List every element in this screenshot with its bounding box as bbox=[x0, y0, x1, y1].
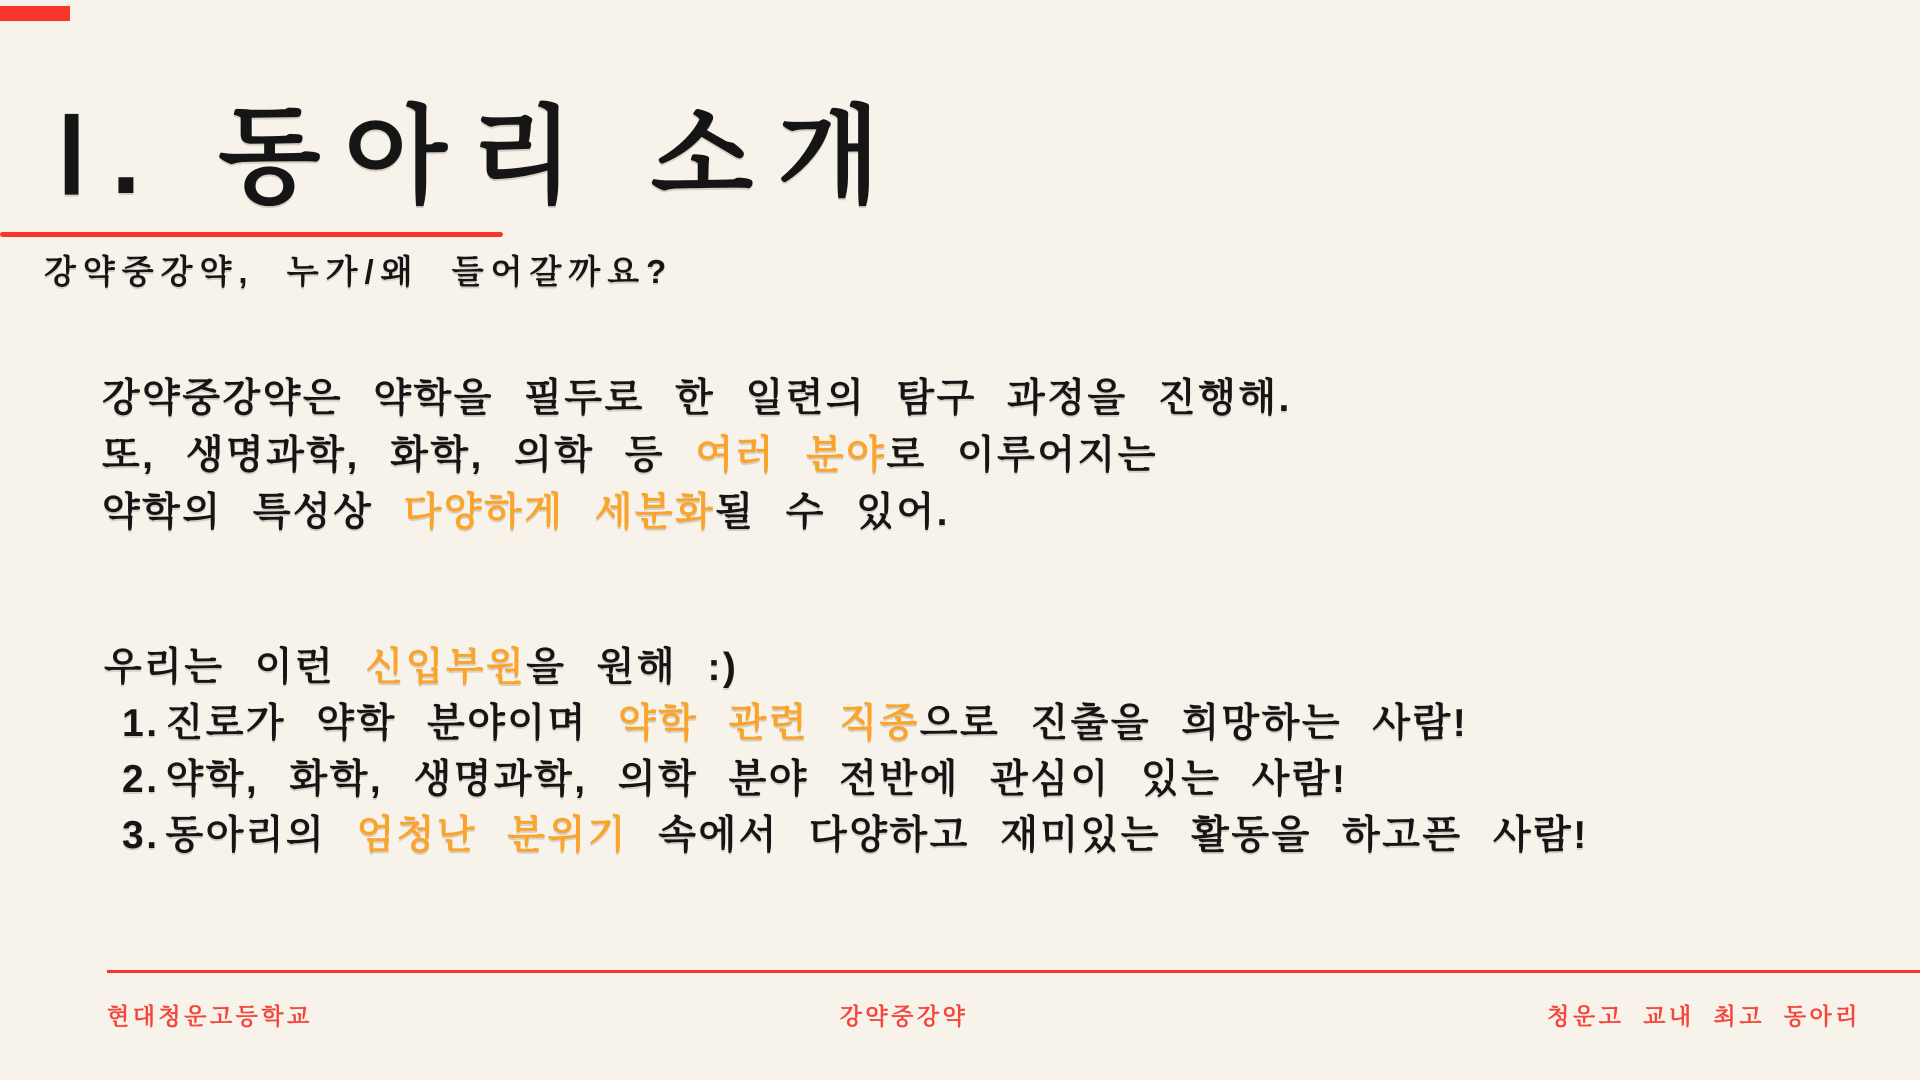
intro-paragraph bbox=[102, 370, 1292, 541]
subtitle: 강약중강약, 누가/왜 들어갈까요? bbox=[44, 253, 674, 290]
paragraph-line-1: 강약중강약은 약학을 필두로 한 일련의 탐구 과정을 진행해. bbox=[102, 377, 1292, 420]
footer-tagline: 청운고 교내 최고 동아리 bbox=[1547, 1003, 1861, 1029]
list-number: 1. bbox=[122, 702, 160, 745]
corner-accent-bar bbox=[0, 6, 70, 21]
highlight-pharmacy-jobs: 약학 관련 직종 bbox=[618, 702, 920, 745]
list-number: 3. bbox=[122, 814, 160, 857]
highlight-various-fields: 여러 분야 bbox=[695, 434, 887, 477]
footer bbox=[0, 998, 1920, 1029]
highlight-great-vibe: 엄청난 분위기 bbox=[356, 814, 628, 857]
highlight-new-members: 신입부원 bbox=[365, 646, 527, 689]
list-item: 1. 진로가 약학 분야이며 약학 관련 직종으로 진출을 희망하는 사람! bbox=[122, 702, 1469, 745]
list-number: 2. bbox=[122, 758, 160, 801]
page-title: Ⅰ. 동아리 소개 bbox=[56, 98, 904, 216]
paragraph-line-3: 약학의 특성상 다양하게 세분화될 수 있어. bbox=[102, 491, 950, 534]
footer-divider-line bbox=[107, 970, 1920, 973]
recruit-wishlist bbox=[104, 640, 1589, 864]
footer-school-name: 현대청운고등학교 bbox=[107, 1003, 313, 1029]
footer-club-name: 강약중강약 bbox=[839, 1003, 969, 1029]
paragraph-line-2: 또, 생명과학, 화학, 의학 등 여러 분야로 이루어지는 bbox=[102, 434, 1158, 477]
title-underline bbox=[0, 232, 503, 237]
list-item: 3. 동아리의 엄청난 분위기 속에서 다양하고 재미있는 활동을 하고픈 사람! bbox=[122, 814, 1589, 857]
wishlist-intro: 우리는 이런 신입부원을 원해 :) bbox=[104, 646, 739, 689]
highlight-diversified: 다양하게 세분화 bbox=[403, 491, 716, 534]
list-item: 2. 약학, 화학, 생명과학, 의학 분야 전반에 관심이 있는 사람! bbox=[122, 758, 1348, 801]
